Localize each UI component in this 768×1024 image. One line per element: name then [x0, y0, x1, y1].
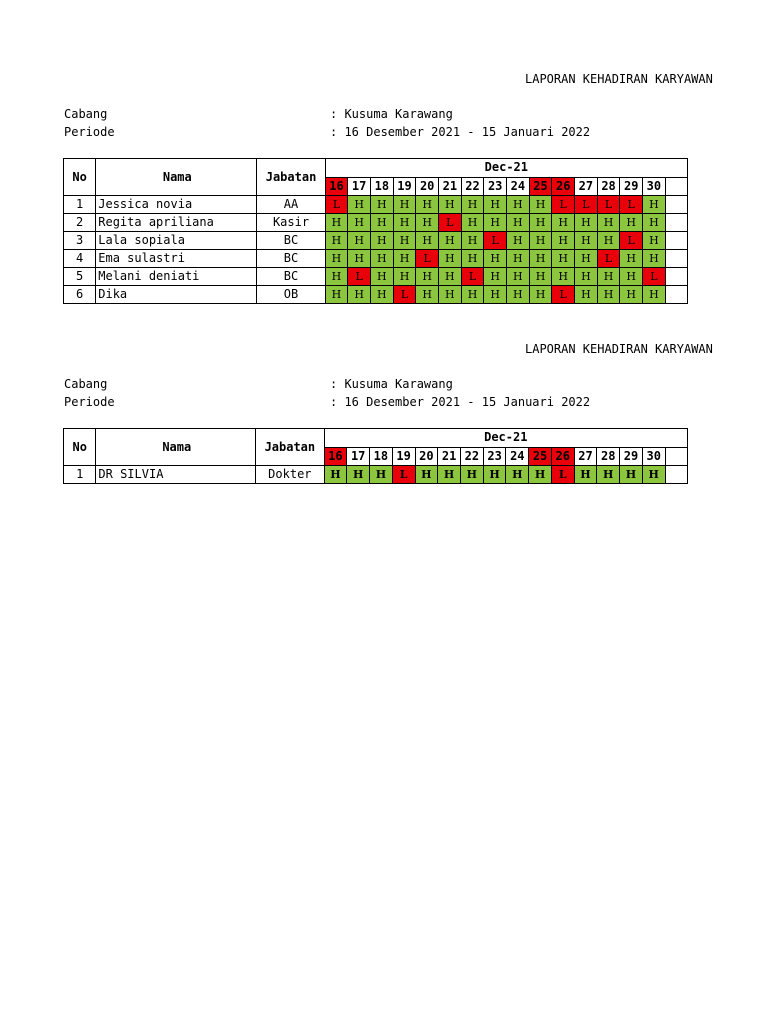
- day-header: 16: [324, 447, 347, 466]
- cell-nama: Melani deniati: [96, 268, 257, 286]
- attendance-cell: H: [620, 250, 643, 268]
- cell-jabatan: Kasir: [257, 214, 325, 232]
- attendance-cell: H: [597, 214, 620, 232]
- day-header: 29: [620, 447, 643, 466]
- attendance-cell: H: [529, 268, 552, 286]
- attendance-cell: H: [484, 196, 507, 214]
- attendance-cell: H: [484, 250, 507, 268]
- day-header: 22: [460, 447, 483, 466]
- day-header: 30: [643, 177, 666, 196]
- attendance-cell: L: [393, 286, 416, 304]
- attendance-cell: H: [597, 466, 620, 484]
- attendance-cell: H: [506, 466, 529, 484]
- day-header: 24: [507, 177, 530, 196]
- cell-jabatan: BC: [257, 268, 325, 286]
- attendance-cell: H: [643, 214, 666, 232]
- attendance-cell: H: [439, 268, 462, 286]
- day-header: 19: [392, 447, 415, 466]
- report-section: [0, 0, 768, 481]
- attendance-cell: H: [325, 214, 348, 232]
- cell-no: 4: [64, 250, 96, 268]
- attendance-cell: L: [461, 268, 484, 286]
- attendance-cell: H: [347, 466, 370, 484]
- cell-jabatan: OB: [257, 286, 325, 304]
- attendance-cell: H: [529, 196, 552, 214]
- attendance-cell: H: [416, 232, 439, 250]
- attendance-cell: H: [552, 268, 575, 286]
- cell-no: 5: [64, 268, 96, 286]
- header-month: Dec-21: [325, 159, 687, 178]
- attendance-cell: H: [642, 466, 665, 484]
- cell-nama: Lala sopiala: [96, 232, 257, 250]
- attendance-cell: H: [370, 232, 393, 250]
- cell-jabatan: AA: [257, 196, 325, 214]
- attendance-cell: H: [416, 214, 439, 232]
- day-header: 17: [347, 447, 370, 466]
- attendance-cell: H: [416, 196, 439, 214]
- attendance-cell: H: [348, 250, 371, 268]
- attendance-cell: H: [439, 232, 462, 250]
- attendance-cell: H: [348, 232, 371, 250]
- attendance-cell: H: [393, 232, 416, 250]
- day-header: 23: [484, 177, 507, 196]
- attendance-cell: L: [325, 196, 348, 214]
- day-header: 28: [597, 447, 620, 466]
- cabang-row: [64, 376, 453, 392]
- attendance-cell: H: [620, 214, 643, 232]
- attendance-table: [63, 428, 688, 484]
- day-header: 25: [529, 447, 552, 466]
- day-header: 22: [461, 177, 484, 196]
- day-header: 30: [642, 447, 665, 466]
- attendance-cell: H: [620, 286, 643, 304]
- attendance-cell: H: [529, 466, 552, 484]
- cell-no: 6: [64, 286, 96, 304]
- attendance-cell: H: [529, 250, 552, 268]
- day-header: 17: [348, 177, 371, 196]
- attendance-cell: L: [643, 268, 666, 286]
- header-jabatan: Jabatan: [257, 159, 325, 196]
- attendance-cell: H: [460, 466, 483, 484]
- attendance-cell: H: [393, 250, 416, 268]
- day-header: 26: [551, 447, 574, 466]
- report-title: LAPORAN KEHADIRAN KARYAWAN: [525, 72, 713, 86]
- attendance-cell: H: [620, 268, 643, 286]
- cell-no: 3: [64, 232, 96, 250]
- attendance-cell: H: [348, 214, 371, 232]
- attendance-cell: H: [370, 250, 393, 268]
- header-nama: Nama: [96, 159, 257, 196]
- attendance-cell: L: [484, 232, 507, 250]
- day-header: 23: [483, 447, 506, 466]
- attendance-cell: H: [575, 232, 598, 250]
- day-header: 21: [439, 177, 462, 196]
- cell-nama: DR SILVIA: [96, 466, 256, 484]
- attendance-cell: H: [370, 466, 393, 484]
- attendance-cell: H: [483, 466, 506, 484]
- attendance-cell: H: [575, 214, 598, 232]
- attendance-cell: H: [438, 466, 461, 484]
- attendance-cell: H: [529, 232, 552, 250]
- attendance-cell: H: [325, 268, 348, 286]
- attendance-cell: L: [348, 268, 371, 286]
- day-header: 18: [370, 447, 393, 466]
- attendance-cell: H: [393, 214, 416, 232]
- attendance-cell: L: [551, 466, 574, 484]
- attendance-cell: H: [461, 232, 484, 250]
- cell-no: 1: [64, 196, 96, 214]
- attendance-cell: H: [643, 196, 666, 214]
- attendance-cell: H: [461, 250, 484, 268]
- attendance-cell: H: [325, 250, 348, 268]
- attendance-cell: H: [643, 286, 666, 304]
- attendance-cell: H: [552, 232, 575, 250]
- attendance-cell: H: [552, 250, 575, 268]
- attendance-cell: H: [484, 268, 507, 286]
- cell-nama: Dika: [96, 286, 257, 304]
- cabang-label: Cabang: [64, 377, 108, 391]
- attendance-cell: H: [529, 286, 552, 304]
- periode-label: Periode: [64, 125, 115, 139]
- attendance-cell: H: [439, 196, 462, 214]
- day-header: 26: [552, 177, 575, 196]
- attendance-cell: H: [597, 268, 620, 286]
- day-header: 29: [620, 177, 643, 196]
- attendance-cell: L: [439, 214, 462, 232]
- attendance-cell: H: [597, 286, 620, 304]
- attendance-cell: H: [324, 466, 347, 484]
- periode-row: [64, 394, 591, 410]
- day-header: 25: [529, 177, 552, 196]
- header-nama: Nama: [96, 429, 256, 466]
- attendance-cell: L: [552, 196, 575, 214]
- attendance-cell: H: [461, 196, 484, 214]
- attendance-cell: L: [597, 250, 620, 268]
- attendance-cell: L: [620, 232, 643, 250]
- cell-nama: Ema sulastri: [96, 250, 257, 268]
- attendance-cell: H: [348, 196, 371, 214]
- attendance-cell: L: [575, 196, 598, 214]
- attendance-cell: H: [552, 214, 575, 232]
- attendance-cell: H: [393, 196, 416, 214]
- attendance-cell: H: [439, 286, 462, 304]
- table-row: [64, 466, 688, 484]
- attendance-cell: H: [325, 232, 348, 250]
- attendance-cell: H: [575, 268, 598, 286]
- attendance-cell: H: [574, 466, 597, 484]
- attendance-cell: H: [597, 232, 620, 250]
- periode-value: : 16 Desember 2021 - 15 Januari 2022: [330, 125, 591, 139]
- attendance-cell: H: [484, 214, 507, 232]
- attendance-cell: L: [416, 250, 439, 268]
- cell-jabatan: BC: [257, 250, 325, 268]
- header-no: No: [64, 159, 96, 196]
- attendance-cell: H: [370, 286, 393, 304]
- attendance-cell: H: [415, 466, 438, 484]
- attendance-table-wrapper: [63, 428, 688, 484]
- attendance-cell: H: [507, 232, 530, 250]
- attendance-cell: H: [575, 250, 598, 268]
- day-header-overflow: [665, 447, 687, 466]
- header-no: No: [64, 429, 96, 466]
- attendance-cell: H: [575, 286, 598, 304]
- attendance-cell-overflow: [665, 466, 687, 484]
- cell-nama: Regita apriliana: [96, 214, 257, 232]
- report-title: LAPORAN KEHADIRAN KARYAWAN: [525, 342, 713, 356]
- attendance-cell: H: [507, 286, 530, 304]
- attendance-cell: L: [620, 196, 643, 214]
- header-month: Dec-21: [324, 429, 687, 448]
- cell-no: 2: [64, 214, 96, 232]
- attendance-cell: H: [507, 268, 530, 286]
- day-header: 24: [506, 447, 529, 466]
- attendance-cell: H: [370, 268, 393, 286]
- day-header: 21: [438, 447, 461, 466]
- attendance-cell: H: [416, 286, 439, 304]
- day-header: 20: [416, 177, 439, 196]
- day-header: 19: [393, 177, 416, 196]
- header-jabatan: Jabatan: [256, 429, 324, 466]
- day-header: 18: [370, 177, 393, 196]
- attendance-cell: H: [507, 196, 530, 214]
- attendance-cell: H: [461, 286, 484, 304]
- day-header: 20: [415, 447, 438, 466]
- attendance-cell: L: [552, 286, 575, 304]
- cabang-label: Cabang: [64, 107, 108, 121]
- attendance-cell: H: [461, 214, 484, 232]
- attendance-cell: H: [370, 214, 393, 232]
- attendance-cell: H: [507, 250, 530, 268]
- cell-jabatan: BC: [257, 232, 325, 250]
- cabang-value: : Kusuma Karawang: [330, 377, 453, 391]
- day-header: 16: [325, 177, 348, 196]
- attendance-cell: H: [393, 268, 416, 286]
- attendance-cell: H: [643, 232, 666, 250]
- periode-value: : 16 Desember 2021 - 15 Januari 2022: [330, 395, 591, 409]
- attendance-cell: L: [597, 196, 620, 214]
- attendance-cell: H: [643, 250, 666, 268]
- cabang-value: : Kusuma Karawang: [330, 107, 453, 121]
- cell-jabatan: Dokter: [256, 466, 324, 484]
- attendance-cell: H: [507, 214, 530, 232]
- day-header: 27: [575, 177, 598, 196]
- attendance-cell: H: [484, 286, 507, 304]
- periode-label: Periode: [64, 395, 115, 409]
- attendance-cell: H: [416, 268, 439, 286]
- day-header: 27: [574, 447, 597, 466]
- cell-no: 1: [64, 466, 96, 484]
- attendance-cell: L: [392, 466, 415, 484]
- attendance-cell: H: [439, 250, 462, 268]
- attendance-cell: H: [370, 196, 393, 214]
- cell-nama: Jessica novia: [96, 196, 257, 214]
- attendance-cell: H: [620, 466, 643, 484]
- attendance-cell: H: [529, 214, 552, 232]
- attendance-cell: H: [348, 286, 371, 304]
- attendance-cell: H: [325, 286, 348, 304]
- day-header: 28: [597, 177, 620, 196]
